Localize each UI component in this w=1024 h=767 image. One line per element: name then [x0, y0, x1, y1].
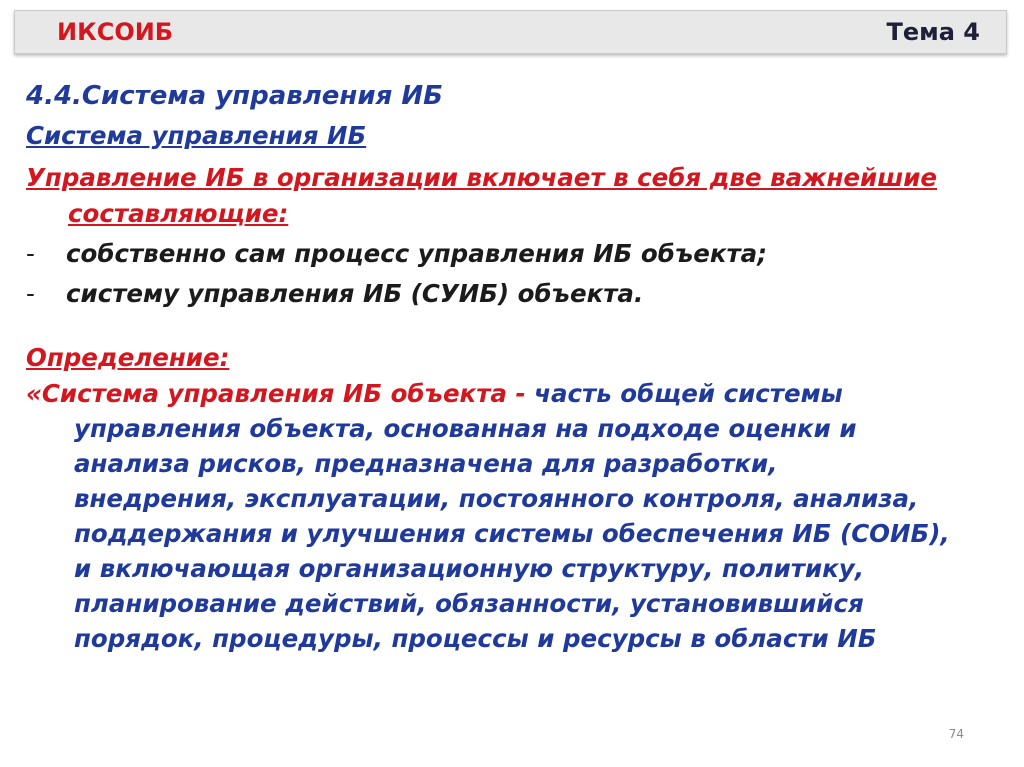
subtitle: Система управления ИБ — [26, 121, 367, 150]
definition-first-line — [26, 376, 1006, 411]
definition-first-line-rest: часть общей системы — [534, 379, 843, 408]
definition-term: «Система управления ИБ объекта — [26, 379, 507, 408]
definition-line: поддержания и улучшения системы обеспечения ИБ (СОИБ), — [74, 519, 950, 548]
intro-line-1: Управление ИБ в организации включает в себя две важнейшие — [26, 163, 938, 192]
definition-line: планирование действий, обязанности, установившийся — [74, 589, 864, 618]
bullet-text-2: систему управления ИБ (СУИБ) объекта. — [66, 279, 644, 308]
definition-label: Определение: — [26, 343, 230, 372]
bullet-marker: - — [26, 279, 35, 308]
intro-line-2: составляющие: — [68, 199, 289, 228]
course-label: ИКСОИБ — [57, 18, 174, 46]
definition-line: порядок, процедуры, процессы и ресурсы в области ИБ — [74, 624, 877, 653]
definition-line: анализа рисков, предназначена для разработки, — [74, 449, 778, 478]
page-number: 74 — [948, 727, 964, 741]
definition-separator: - — [506, 379, 535, 408]
definition-line: и включающая организационную структуру, политику, — [74, 554, 865, 583]
bullet-item — [26, 236, 1006, 272]
definition-body — [26, 411, 1006, 656]
definition-line: управления объекта, основанная на подходе оценки и — [74, 414, 857, 443]
section-title: 4.4.Система управления ИБ — [26, 81, 443, 111]
bullet-text-1: собственно сам процесс управления ИБ объекта; — [66, 239, 768, 268]
slide-content — [26, 78, 1006, 656]
bullet-marker: - — [26, 239, 35, 268]
definition-line: внедрения, эксплуатации, постоянного контроля, анализа, — [74, 484, 919, 513]
topic-label: Тема 4 — [886, 18, 980, 46]
slide-header — [14, 10, 1007, 54]
bullet-item — [26, 276, 1006, 312]
